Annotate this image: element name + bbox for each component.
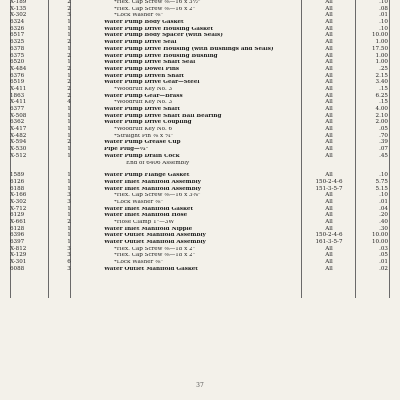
description: *Hex. Cap Screw ⅜—16 x 3⅝" (114, 193, 201, 199)
description: Water Pump Drain Cock (104, 153, 180, 159)
model: 150-2-4-6 (315, 232, 343, 239)
quantity: 1 (67, 232, 71, 239)
model: 151-3-5-7 (315, 185, 343, 192)
description: *Hose Clamp 1"—3W (114, 220, 175, 225)
part-number: X-189 (10, 0, 27, 5)
model: All (325, 259, 333, 266)
quantity: 1 (67, 126, 71, 133)
description: Water Pump Drive Housing (with Bushings and Seals) (104, 46, 274, 52)
quantity: 2 (67, 0, 71, 5)
model: All (325, 112, 333, 119)
description: *Lock Washer ⅜" (114, 199, 164, 205)
part-number: X-135 (10, 5, 27, 12)
part-number: 6375 (10, 52, 25, 59)
model: All (325, 245, 333, 252)
model: All (325, 198, 333, 205)
quantity: 3 (67, 252, 71, 259)
price: .08 (379, 5, 388, 12)
price: .40 (379, 219, 388, 225)
description: *Hex. Cap Screw ⅜—18 x 2" (114, 253, 196, 259)
part-number: X-812 (10, 245, 27, 252)
description: *Woodruff Key No. 3 (114, 86, 173, 92)
part-number: 6397 (10, 239, 25, 246)
model: All (325, 39, 333, 46)
model: All (325, 106, 333, 112)
description: Water Pump Drive Shaft Ball Bearing (104, 113, 222, 119)
description: Water Pump Drive Shaft Seal (104, 60, 196, 66)
part-number: 6378 (10, 45, 25, 52)
quantity: 1 (67, 112, 71, 119)
description: End of 6406 Assembly (126, 160, 190, 166)
model: All (325, 265, 333, 272)
part-number: 6126 (10, 178, 25, 185)
quantity: 1 (67, 205, 71, 212)
price: 1.00 (375, 39, 388, 46)
quantity: 1 (67, 152, 71, 159)
price: 5.15 (375, 185, 388, 192)
part-number: X-417 (10, 126, 27, 133)
quantity: 2 (67, 39, 71, 46)
price: 2.15 (375, 72, 388, 79)
model: All (325, 219, 333, 225)
price: 10.00 (371, 32, 388, 39)
quantity: 3 (67, 192, 71, 199)
description: Water Pump Grease Cup (104, 140, 181, 146)
quantity: 2 (67, 65, 71, 72)
price: .05 (379, 126, 388, 133)
description: Water Inlet Manifold Hose (104, 213, 188, 219)
quantity: 1 (67, 59, 71, 66)
description: Water Pump Drive Shaft (104, 107, 180, 112)
model: All (325, 65, 333, 72)
model: All (325, 252, 333, 259)
price: .03 (379, 245, 388, 252)
price: 4.00 (375, 106, 388, 112)
price: 2.00 (375, 119, 388, 126)
description: Water Pump Driven Shaft (104, 73, 184, 79)
model: All (325, 172, 333, 179)
table-row (10, 267, 388, 274)
description: Water Pump Drive Seal (104, 40, 177, 46)
quantity: 2 (67, 139, 71, 146)
quantity: 1 (67, 25, 71, 32)
part-number: 6128 (10, 225, 25, 232)
part-number: X-302 (10, 198, 27, 205)
part-number: X-166 (10, 192, 27, 199)
model: All (325, 146, 333, 153)
description: Water Outlet Manifold Assembly (104, 240, 206, 246)
price: .01 (379, 198, 388, 205)
description: Water Inlet Manifold Assembly (104, 179, 201, 185)
quantity: 1 (67, 172, 71, 179)
description: Water Pump Drive Coupling (104, 120, 192, 126)
description: Water Outlet Manifold Assembly (104, 233, 206, 239)
part-number: X-129 (10, 252, 27, 259)
quantity: 1 (67, 212, 71, 219)
model: All (325, 119, 333, 126)
price: 1.00 (375, 59, 388, 66)
price: 1.00 (375, 52, 388, 59)
quantity: 2 (67, 92, 71, 99)
price: 10.00 (371, 239, 388, 246)
description: Water Pump Flange Gasket (104, 173, 190, 179)
model: All (325, 92, 333, 99)
model: All (325, 132, 333, 139)
part-number: X-302 (10, 12, 27, 19)
price: .07 (379, 146, 388, 153)
quantity: 2 (67, 5, 71, 12)
model: 150-2-4-6 (315, 178, 343, 185)
model: All (325, 212, 333, 219)
price: .10 (379, 192, 388, 199)
part-number: 6088 (10, 265, 25, 272)
price: .20 (379, 212, 388, 219)
description: Water Pump Dowel Pins (104, 66, 180, 72)
description: *Hex. Cap Screw ⅜—18 x 2" (114, 246, 196, 252)
description: *Woodruff Key No. 3 (114, 100, 173, 106)
price: 2.10 (375, 112, 388, 119)
description: Water Pump Body Spacer (with Seals) (104, 33, 223, 39)
price: .04 (379, 205, 388, 212)
part-number: 6517 (10, 32, 25, 39)
model: All (325, 85, 333, 92)
model: All (325, 99, 333, 106)
part-number: 6129 (10, 212, 25, 219)
page-number: 37 (196, 382, 204, 389)
quantity: 1 (67, 225, 71, 232)
price: .30 (379, 225, 388, 232)
price: .05 (379, 252, 388, 259)
model: All (325, 139, 333, 146)
quantity: 3 (67, 198, 71, 205)
price: .15 (379, 85, 388, 92)
part-number: 6324 (10, 19, 25, 26)
part-number: 1863 (10, 92, 25, 99)
quantity: 2 (67, 79, 71, 86)
model: All (325, 79, 333, 86)
description: Water Pump Drive Housing Bushing (104, 53, 218, 59)
model: All (325, 5, 333, 12)
description: Water Pump Gear—Brass (104, 93, 183, 99)
part-number: 6520 (10, 59, 25, 66)
part-number: X-661 (10, 219, 27, 225)
quantity: 4 (67, 99, 71, 106)
part-number: 6396 (10, 232, 25, 239)
model: All (325, 19, 333, 26)
description: Water Inlet Manifold Nipple (104, 226, 193, 232)
table-row (10, 161, 388, 168)
price: .02 (379, 265, 388, 272)
part-number: 6377 (10, 106, 25, 112)
description: Pipe Plug—½" (104, 147, 149, 153)
part-number: X-508 (10, 112, 27, 119)
model: 161-3-5-7 (315, 239, 343, 246)
part-number: 6519 (10, 79, 25, 86)
description: Water Pump Drive Housing Gasket (104, 26, 214, 32)
price: .01 (379, 259, 388, 266)
model: All (325, 225, 333, 232)
description: Water Outlet Manifold Gasket (104, 266, 198, 272)
quantity: 1 (67, 178, 71, 185)
description: Water Pump Body Gasket (104, 20, 184, 26)
table-row (10, 154, 388, 161)
model: All (325, 59, 333, 66)
quantity: 1 (67, 72, 71, 79)
price: 6.25 (375, 92, 388, 99)
quantity: 3 (67, 265, 71, 272)
model: All (325, 45, 333, 52)
price: .70 (379, 132, 388, 139)
quantity: 1 (67, 45, 71, 52)
model: All (325, 126, 333, 133)
model: All (325, 205, 333, 212)
price: .10 (379, 172, 388, 179)
part-number: 6326 (10, 25, 25, 32)
description: Water Inlet Manifold Assembly (104, 186, 201, 192)
part-number: X-484 (10, 65, 27, 72)
quantity: 6 (67, 259, 71, 266)
price: 17.50 (371, 45, 388, 52)
price: .10 (379, 25, 388, 32)
model: All (325, 12, 333, 19)
quantity: 1 (67, 239, 71, 246)
quantity: 1 (67, 106, 71, 112)
part-number: X-411 (10, 85, 27, 92)
part-number: 6362 (10, 119, 25, 126)
part-number: 1589 (10, 172, 25, 179)
description: *Lock Washer ⅜" (114, 260, 164, 266)
part-number: 6188 (10, 185, 25, 192)
price: 3.40 (375, 79, 388, 86)
model: All (325, 52, 333, 59)
quantity: 2 (67, 219, 71, 225)
quantity: 3 (67, 12, 71, 19)
part-number: X-482 (10, 132, 27, 139)
description: *Woodruff Key No. 6 (114, 127, 173, 133)
price: 5.75 (375, 178, 388, 185)
price: .45 (379, 152, 388, 159)
description: Water Inlet Manifold Gasket (104, 206, 194, 212)
quantity: 1 (67, 132, 71, 139)
part-number: 6376 (10, 72, 25, 79)
price: .10 (379, 0, 388, 5)
price: .39 (379, 139, 388, 146)
model: All (325, 32, 333, 39)
model: All (325, 25, 333, 32)
model: All (325, 72, 333, 79)
description: *Straight Pin ⅜ x ¾" (114, 133, 173, 139)
description: Water Pump Drive Gear—Steel (104, 80, 200, 86)
part-number: X-512 (10, 152, 27, 159)
part-number: X-301 (10, 259, 27, 266)
quantity: 1 (67, 19, 71, 26)
price: 10.00 (371, 232, 388, 239)
quantity: 1 (67, 146, 71, 153)
price: .15 (379, 99, 388, 106)
description: *Hex. Cap Screw ⅜—16 x 3½" (114, 0, 201, 5)
description: *Lock Washer ⅜" (114, 13, 164, 19)
model: All (325, 192, 333, 199)
column-rule (389, 0, 390, 298)
part-number: X-712 (10, 205, 27, 212)
quantity: 1 (67, 185, 71, 192)
model: All (325, 0, 333, 5)
quantity: 1 (67, 119, 71, 126)
quantity: 1 (67, 32, 71, 39)
parts-table (10, 0, 388, 274)
quantity: 2 (67, 85, 71, 92)
part-number: X-411 (10, 99, 27, 106)
part-number: 6325 (10, 39, 25, 46)
part-number: X-594 (10, 139, 27, 146)
price: .25 (379, 65, 388, 72)
description: *Hex. Cap Screw ⅜—16 x 2" (114, 6, 196, 12)
model: All (325, 152, 333, 159)
part-number: X-530 (10, 146, 27, 153)
quantity: 2 (67, 52, 71, 59)
price: .10 (379, 19, 388, 26)
quantity: 3 (67, 245, 71, 252)
price: .01 (379, 12, 388, 19)
